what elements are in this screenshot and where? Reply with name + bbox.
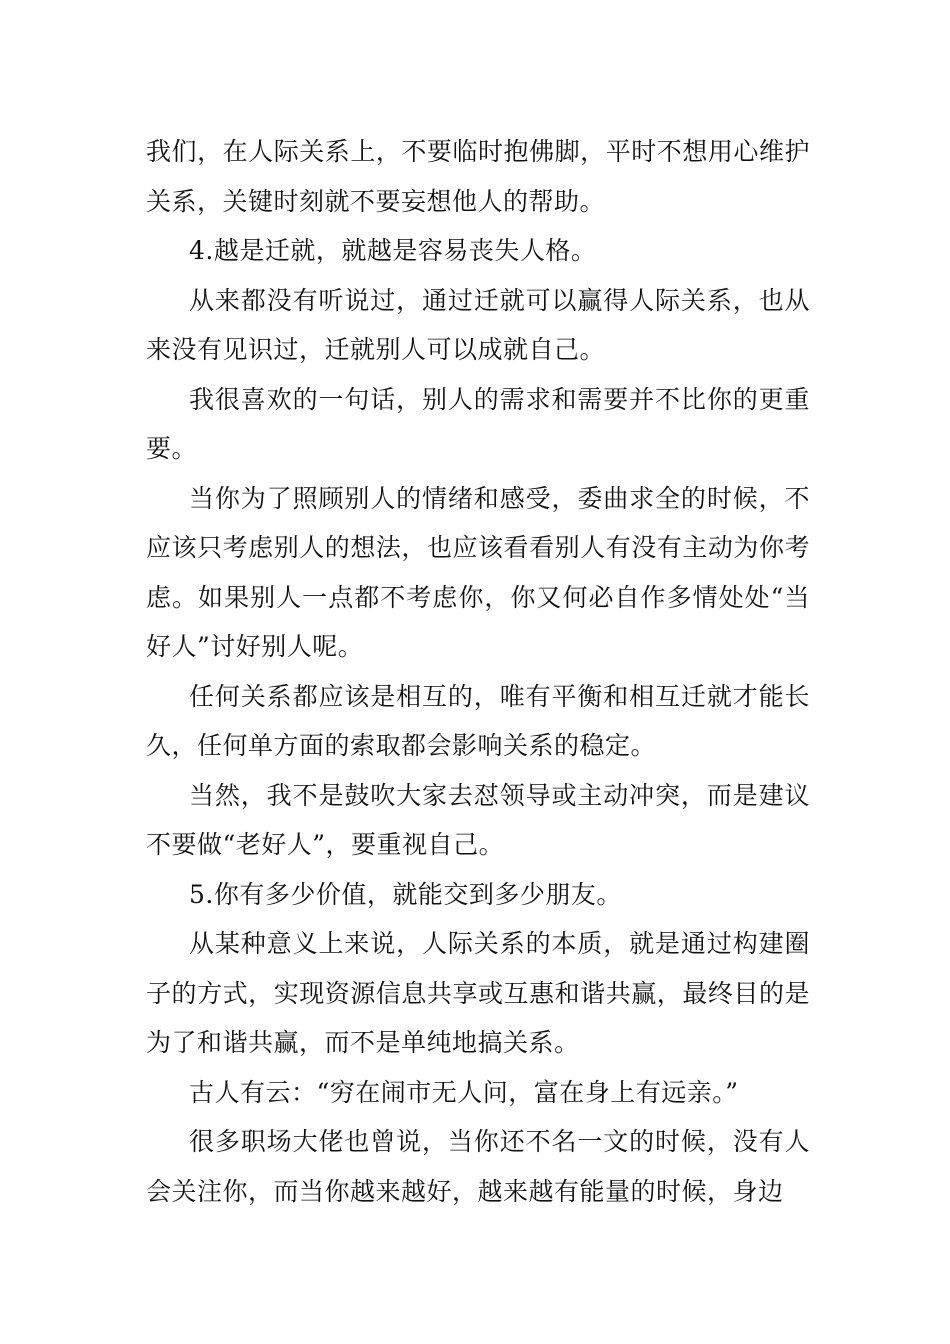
quote-paragraph: 古人有云：“穷在闹市无人问，富在身上有远亲。” xyxy=(189,1077,739,1107)
paragraph: 很多职场大佬也曾说，当你还不名一文的时候，没有人会关注你，而当你越来越好，越来越有能量的时候，身边 xyxy=(146,1127,810,1206)
section-heading: 4.越是迁就，就越是容易丧失人格。 xyxy=(189,236,597,265)
paragraph: 从某种意义上来说，人际关系的本质，就是通过构建圈子的方式，实现资源信息共享或互惠和谐共赢，最终目的是为了和谐共赢，而不是单纯地搞关系。 xyxy=(146,929,810,1057)
paragraph: 从来都没有听说过，通过迁就可以赢得人际关系，也从来没有见识过，迁就别人可以成就自己。 xyxy=(146,285,810,364)
paragraph: 我很喜欢的一句话，别人的需求和需要并不比你的更重要。 xyxy=(146,384,810,463)
paragraph: 当你为了照顾别人的情绪和感受，委曲求全的时候，不应该只考虑别人的想法，也应该看看别人有没有主动为你考虑。如果别人一点都不考虑你，你又何必自作多情处处“当好人”讨好别人呢。 xyxy=(146,483,810,661)
paragraph: 当然，我不是鼓吹大家去怼领导或主动冲突，而是建议不要做“老好人”，要重视自己。 xyxy=(146,780,810,859)
paragraph: 我们，在人际关系上，不要临时抱佛脚，平时不想用心维护关系，关键时刻就不要妄想他人的帮助。 xyxy=(146,137,810,216)
document-body xyxy=(146,127,810,1216)
paragraph: 任何关系都应该是相互的，唯有平衡和相互迁就才能长久，任何单方面的索取都会影响关系的稳定。 xyxy=(146,681,810,760)
section-heading: 5.你有多少价值，就能交到多少朋友。 xyxy=(189,879,622,909)
